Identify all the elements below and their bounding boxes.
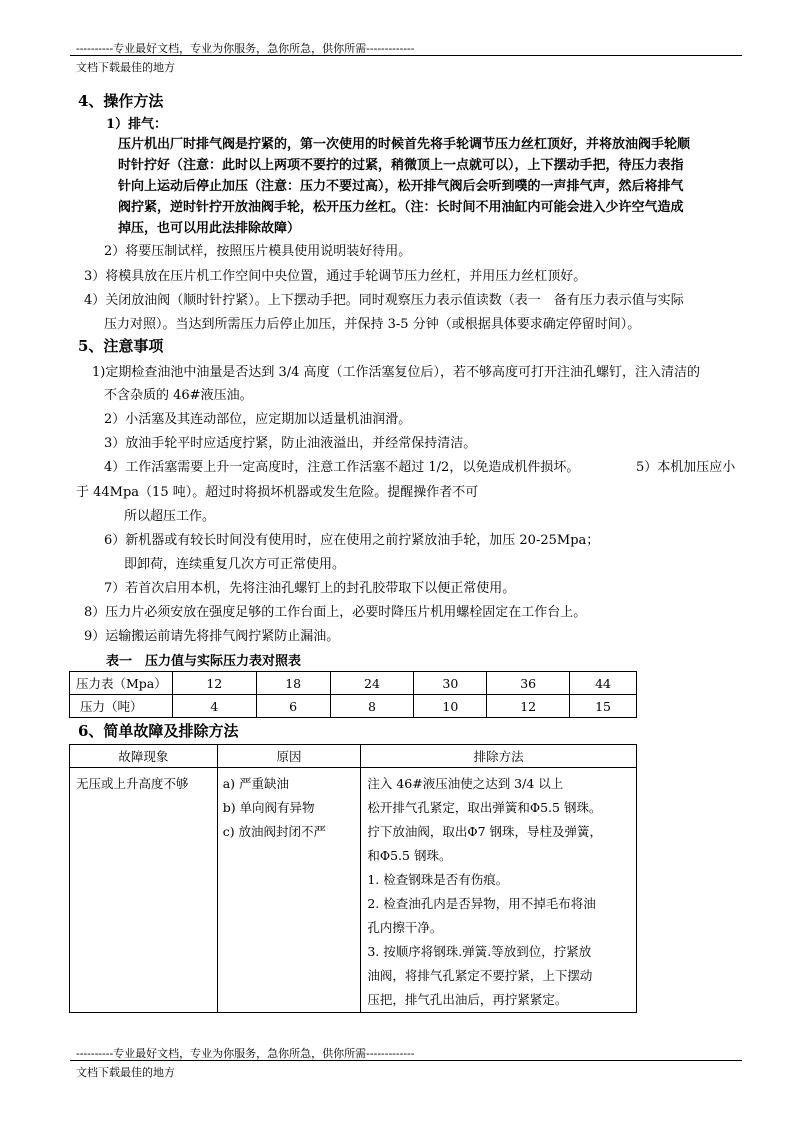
note-3: 3）放油手轮平时应适度拧紧，防止油液溢出，并经常保持清洁。 — [104, 436, 477, 451]
table-cell: 15 — [570, 695, 637, 718]
note-6-line-1: 6）新机器或有较长时间没有使用时，应在使用之前拧紧放油手轮，加压 20-25Mpa； — [104, 533, 600, 548]
note-5-line-2: 于 44Mpa（15 吨）。超过时将损坏机器或发生危险。提醒操作者不可 — [76, 485, 479, 500]
remedy-cell — [361, 768, 637, 1013]
column-header: 原因 — [217, 745, 361, 768]
step-4-line-1: 4）关闭放油阀（顺时针拧紧）。上下摆动手把。同时观察压力表示值读数（表一 备有压力表示值与实际 — [84, 293, 684, 308]
note-1-line-2: 不含杂质的 46#液压油。 — [104, 388, 253, 403]
column-header: 故障现象 — [70, 745, 218, 768]
note-6-line-2: 即卸荷，连续重复几次方可正常使用。 — [124, 557, 346, 572]
cause-item: a) 严重缺油 — [222, 776, 290, 791]
step-2: 2）将要压制试样，按照压片模具使用说明装好待用。 — [104, 244, 412, 259]
footer-rule — [70, 1060, 742, 1061]
header-rule — [70, 55, 742, 56]
table-cell: 18 — [256, 672, 330, 695]
table-header-row — [70, 745, 637, 768]
remedy-line: 油阀，将排气孔紧定不要拧紧，上下摆动 — [367, 968, 593, 983]
cause-cell — [217, 768, 361, 1013]
note-1-line-1: 1)定期检查油池中油量是否达到 3/4 高度（工作活塞复位后），若不够高度可打开注油孔螺钉，注入清洁的 — [92, 365, 701, 380]
remedy-line: 1. 检查钢珠是否有伤痕。 — [367, 872, 509, 887]
row-label-gauge: 压力表（Mpa） — [70, 672, 173, 695]
header-site: 文档下载最佳的地方 — [76, 61, 175, 74]
fault-symptom: 无压或上升高度不够 — [76, 776, 189, 791]
section-5-title: 5、注意事项 — [78, 337, 164, 355]
header-tagline: ----------专业最好文档，专业为你服务，急你所急，供你所需------------- — [76, 42, 415, 55]
table-cell: 24 — [330, 672, 414, 695]
remedy-line: 压把，排气孔出油后，再拧紧紧定。 — [367, 992, 568, 1007]
note-5-line-3: 所以超压工作。 — [124, 509, 216, 524]
table-cell: 4 — [172, 695, 256, 718]
note-5-head: 5）本机加压应小 — [636, 460, 736, 475]
step-1-line: 时针拧好（注意：此时以上两项不要拧的过紧，稍微顶上一点就可以），上下摆动手把，待压力表指 — [118, 158, 684, 173]
table-row — [70, 672, 637, 695]
pressure-table — [69, 671, 637, 718]
troubleshooting-table — [69, 744, 637, 1013]
remedy-line: 拧下放油阀，取出Φ7 钢珠，导柱及弹簧， — [367, 824, 603, 839]
note-4: 4）工作活塞需要上升一定高度时，注意工作活塞不超过 1/2，以免造成机件损坏。 — [104, 460, 580, 475]
row-label-tons: 压力（吨） — [70, 695, 173, 718]
table-cell: 30 — [414, 672, 487, 695]
step-1-line: 针向上运动后停止加压（注意：压力不要过高），松开排气阀后会听到噗的一声排气声，然后将排气 — [118, 179, 684, 194]
table-row — [70, 695, 637, 718]
table-cell: 10 — [414, 695, 487, 718]
table-cell: 6 — [256, 695, 330, 718]
step-1-label: 1）排气： — [106, 117, 168, 132]
section-4-title: 4、操作方法 — [78, 92, 164, 110]
remedy-line: 2. 检查油孔内是否异物，用不掉毛布将油 — [367, 896, 596, 911]
remedy-line: 孔内擦干净。 — [367, 920, 443, 935]
remedy-line: 3. 按顺序将钢珠.弹簧.等放到位，拧紧放 — [367, 944, 592, 959]
step-1-line: 压片机出厂时排气阀是拧紧的，第一次使用的时候首先将手轮调节压力丝杠顶好，并将放油阀手轮顺 — [118, 137, 691, 152]
cause-item: b) 单向阀有异物 — [222, 800, 315, 815]
remedy-line: 和Φ5.5 钢珠。 — [367, 848, 452, 863]
table-cell: 36 — [487, 672, 570, 695]
step-1-line: 掉压，也可以用此法排除故障） — [118, 221, 301, 236]
remedy-line: 注入 46#液压油使之达到 3/4 以上 — [367, 776, 564, 791]
footer-tagline: ----------专业最好文档，专业为你服务，急你所急，供你所需------------- — [76, 1047, 415, 1060]
note-2: 2）小活塞及其连动部位，应定期加以适量机油润滑。 — [104, 412, 412, 427]
table-cell: 44 — [570, 672, 637, 695]
note-8: 8）压力片必须安放在强度足够的工作台面上，必要时降压片机用螺栓固定在工作台上。 — [84, 605, 587, 620]
table-cell: 12 — [172, 672, 256, 695]
table-cell: 8 — [330, 695, 414, 718]
note-7: 7）若首次启用本机，先将注油孔螺钉上的封孔胶带取下以便正常使用。 — [104, 581, 516, 596]
section-6-title: 6、简单故障及排除方法 — [78, 722, 239, 740]
footer-site: 文档下载最佳的地方 — [76, 1066, 175, 1079]
remedy-line: 松开排气孔紧定，取出弹簧和Φ5.5 钢珠。 — [367, 800, 602, 815]
fault-symptom-cell — [70, 768, 218, 1013]
step-1-line: 阀拧紧，逆时针拧开放油阀手轮，松开压力丝杠。（注：长时间不用油缸内可能会进入少许空气造成 — [118, 200, 684, 215]
column-header: 排除方法 — [361, 745, 637, 768]
step-4-line-2: 压力对照）。当达到所需压力后停止加压，并保持 3-5 分钟（或根据具体要求确定停留时间）。 — [104, 317, 641, 332]
table-1-title: 表一 压力值与实际压力表对照表 — [106, 654, 302, 669]
note-9: 9）运输搬运前请先将排气阀拧紧防止漏油。 — [84, 629, 340, 644]
table-row — [70, 768, 637, 1013]
cause-item: c) 放油阀封闭不严 — [222, 824, 327, 839]
step-3: 3）将模具放在压片机工作空间中央位置，通过手轮调节压力丝杠，并用压力丝杠顶好。 — [84, 269, 587, 284]
table-cell: 12 — [487, 695, 570, 718]
